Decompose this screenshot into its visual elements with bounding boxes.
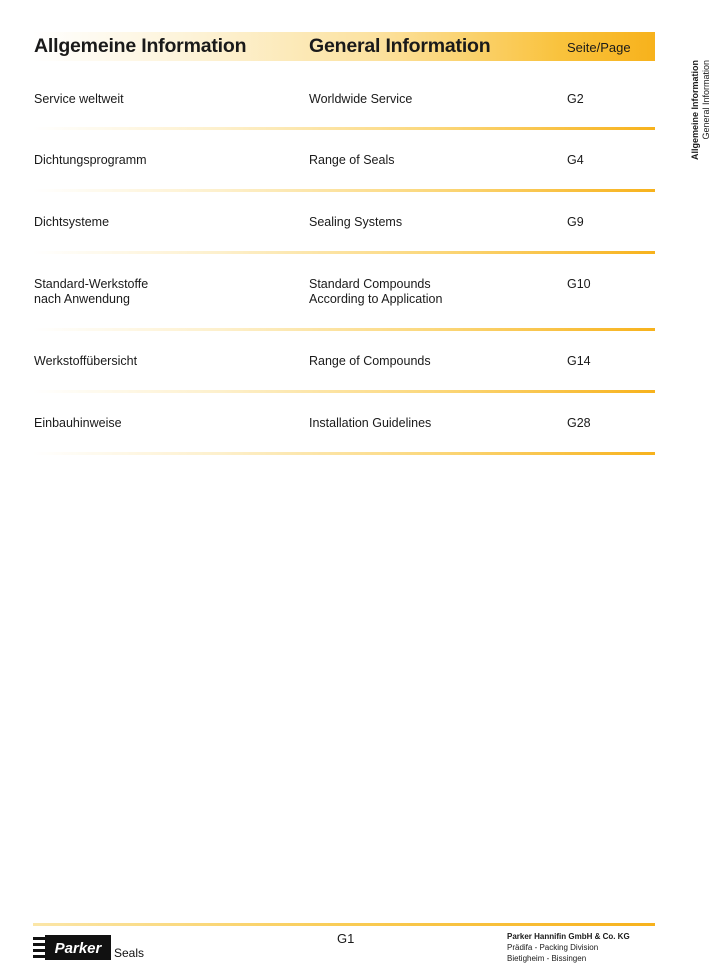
parker-logo — [33, 933, 153, 963]
toc-page-ref: G14 — [567, 354, 591, 368]
toc-title-english: Range of Seals — [309, 153, 395, 167]
row-divider — [33, 328, 655, 331]
side-tab-german: Allgemeine Information — [690, 60, 700, 161]
toc-title-german: Dichtsysteme — [34, 215, 110, 229]
footer-divider — [33, 923, 655, 926]
side-tab-english: General Information — [701, 60, 711, 140]
toc-page-ref: G4 — [567, 153, 584, 167]
toc-title-german: Dichtungsprogramm — [34, 153, 147, 167]
company-division: Prädifa - Packing Division — [507, 943, 599, 952]
row-divider — [33, 390, 655, 393]
toc-title-german: Werkstoffübersicht — [34, 354, 138, 368]
toc-page-ref: G9 — [567, 215, 584, 229]
company-location: Bietigheim - Bissingen — [507, 954, 587, 963]
toc-title-german-line2: nach Anwendung — [34, 292, 130, 306]
toc-page-ref: G2 — [567, 92, 584, 106]
toc-title-english-line1: Standard Compounds — [309, 277, 431, 291]
toc-title-english: Range of Compounds — [309, 354, 431, 368]
toc-page-ref: G10 — [567, 277, 591, 291]
page-number: G1 — [337, 931, 355, 946]
row-divider — [33, 251, 655, 254]
toc-title-english: Worldwide Service — [309, 92, 413, 106]
toc-page-ref: G28 — [567, 416, 591, 430]
toc-title-english-line2: According to Application — [309, 292, 443, 306]
toc-title-english: Installation Guidelines — [309, 416, 432, 430]
company-name: Parker Hannifin GmbH & Co. KG — [507, 932, 630, 941]
logo-wordmark: Parker — [54, 940, 102, 957]
title-english: General Information — [309, 35, 491, 57]
title-german: Allgemeine Information — [34, 35, 247, 57]
row-divider — [33, 452, 655, 455]
toc-title-german — [34, 277, 294, 307]
company-address — [507, 931, 630, 964]
toc-title-german: Einbauhinweise — [34, 416, 122, 430]
toc-title-english: Sealing Systems — [309, 215, 403, 229]
toc-title-german: Service weltweit — [34, 92, 124, 106]
row-divider — [33, 189, 655, 192]
page-column-heading: Seite/Page — [567, 40, 631, 55]
side-tab-label — [690, 60, 716, 180]
toc-title-german-line1: Standard-Werkstoffe — [34, 277, 149, 291]
toc-title-english — [309, 277, 559, 307]
logo-suffix: Seals — [114, 946, 145, 960]
row-divider — [33, 127, 655, 130]
